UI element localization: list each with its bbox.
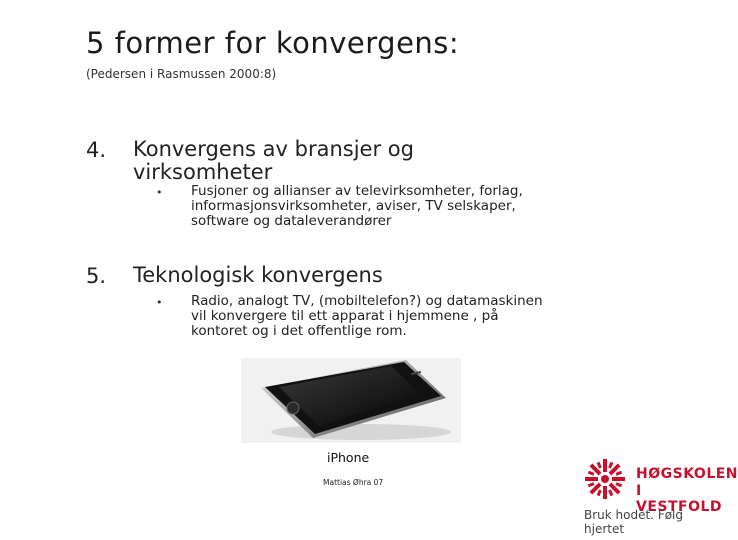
list-item-number: 4. [86,138,107,162]
slide-subtitle: (Pedersen i Rasmussen 2000:8) [86,67,277,81]
iphone-image [241,358,461,443]
bullet-text [191,184,631,229]
list-item-title-line: Teknologisk konvergens [133,263,383,287]
slide-title: 5 former for konvergens: [86,26,460,60]
bullet-text-line: vil konvergere til ett apparat i hjemmene , på [191,308,499,324]
list-item-title [133,138,513,184]
bullet-text [191,294,631,339]
list-item-title-line: Konvergens av bransjer og [133,137,414,161]
bullet-marker: • [156,296,163,309]
bullet-text-line: kontoret og i det offentlige rom. [191,323,407,339]
logo-text-line1: HØGSKOLEN [636,466,738,482]
list-item-number: 5. [86,264,107,288]
list-item-title [133,264,513,287]
bullet-text-line: informasjonsvirksomheter, aviser, TV selskaper, [191,198,516,214]
image-caption: iPhone [327,450,370,465]
author-credit: Mattias Øhra 07 [323,478,384,487]
logo-slogan: Bruk hodet. Følg hjertet [584,508,684,536]
list-item-title-line: virksomheter [133,160,273,184]
logo-text-line2: I VESTFOLD [636,483,723,515]
bullet-text-line: software og dataleverandører [191,213,392,229]
bullet-text-line: Fusjoner og allianser av televirksomheter, forlag, [191,183,523,199]
iphone-photo-icon [241,358,461,443]
bullet-text-line: Radio, analogt TV, (mobiltelefon?) og datamaskinen [191,293,543,309]
bullet-marker: • [156,186,163,199]
